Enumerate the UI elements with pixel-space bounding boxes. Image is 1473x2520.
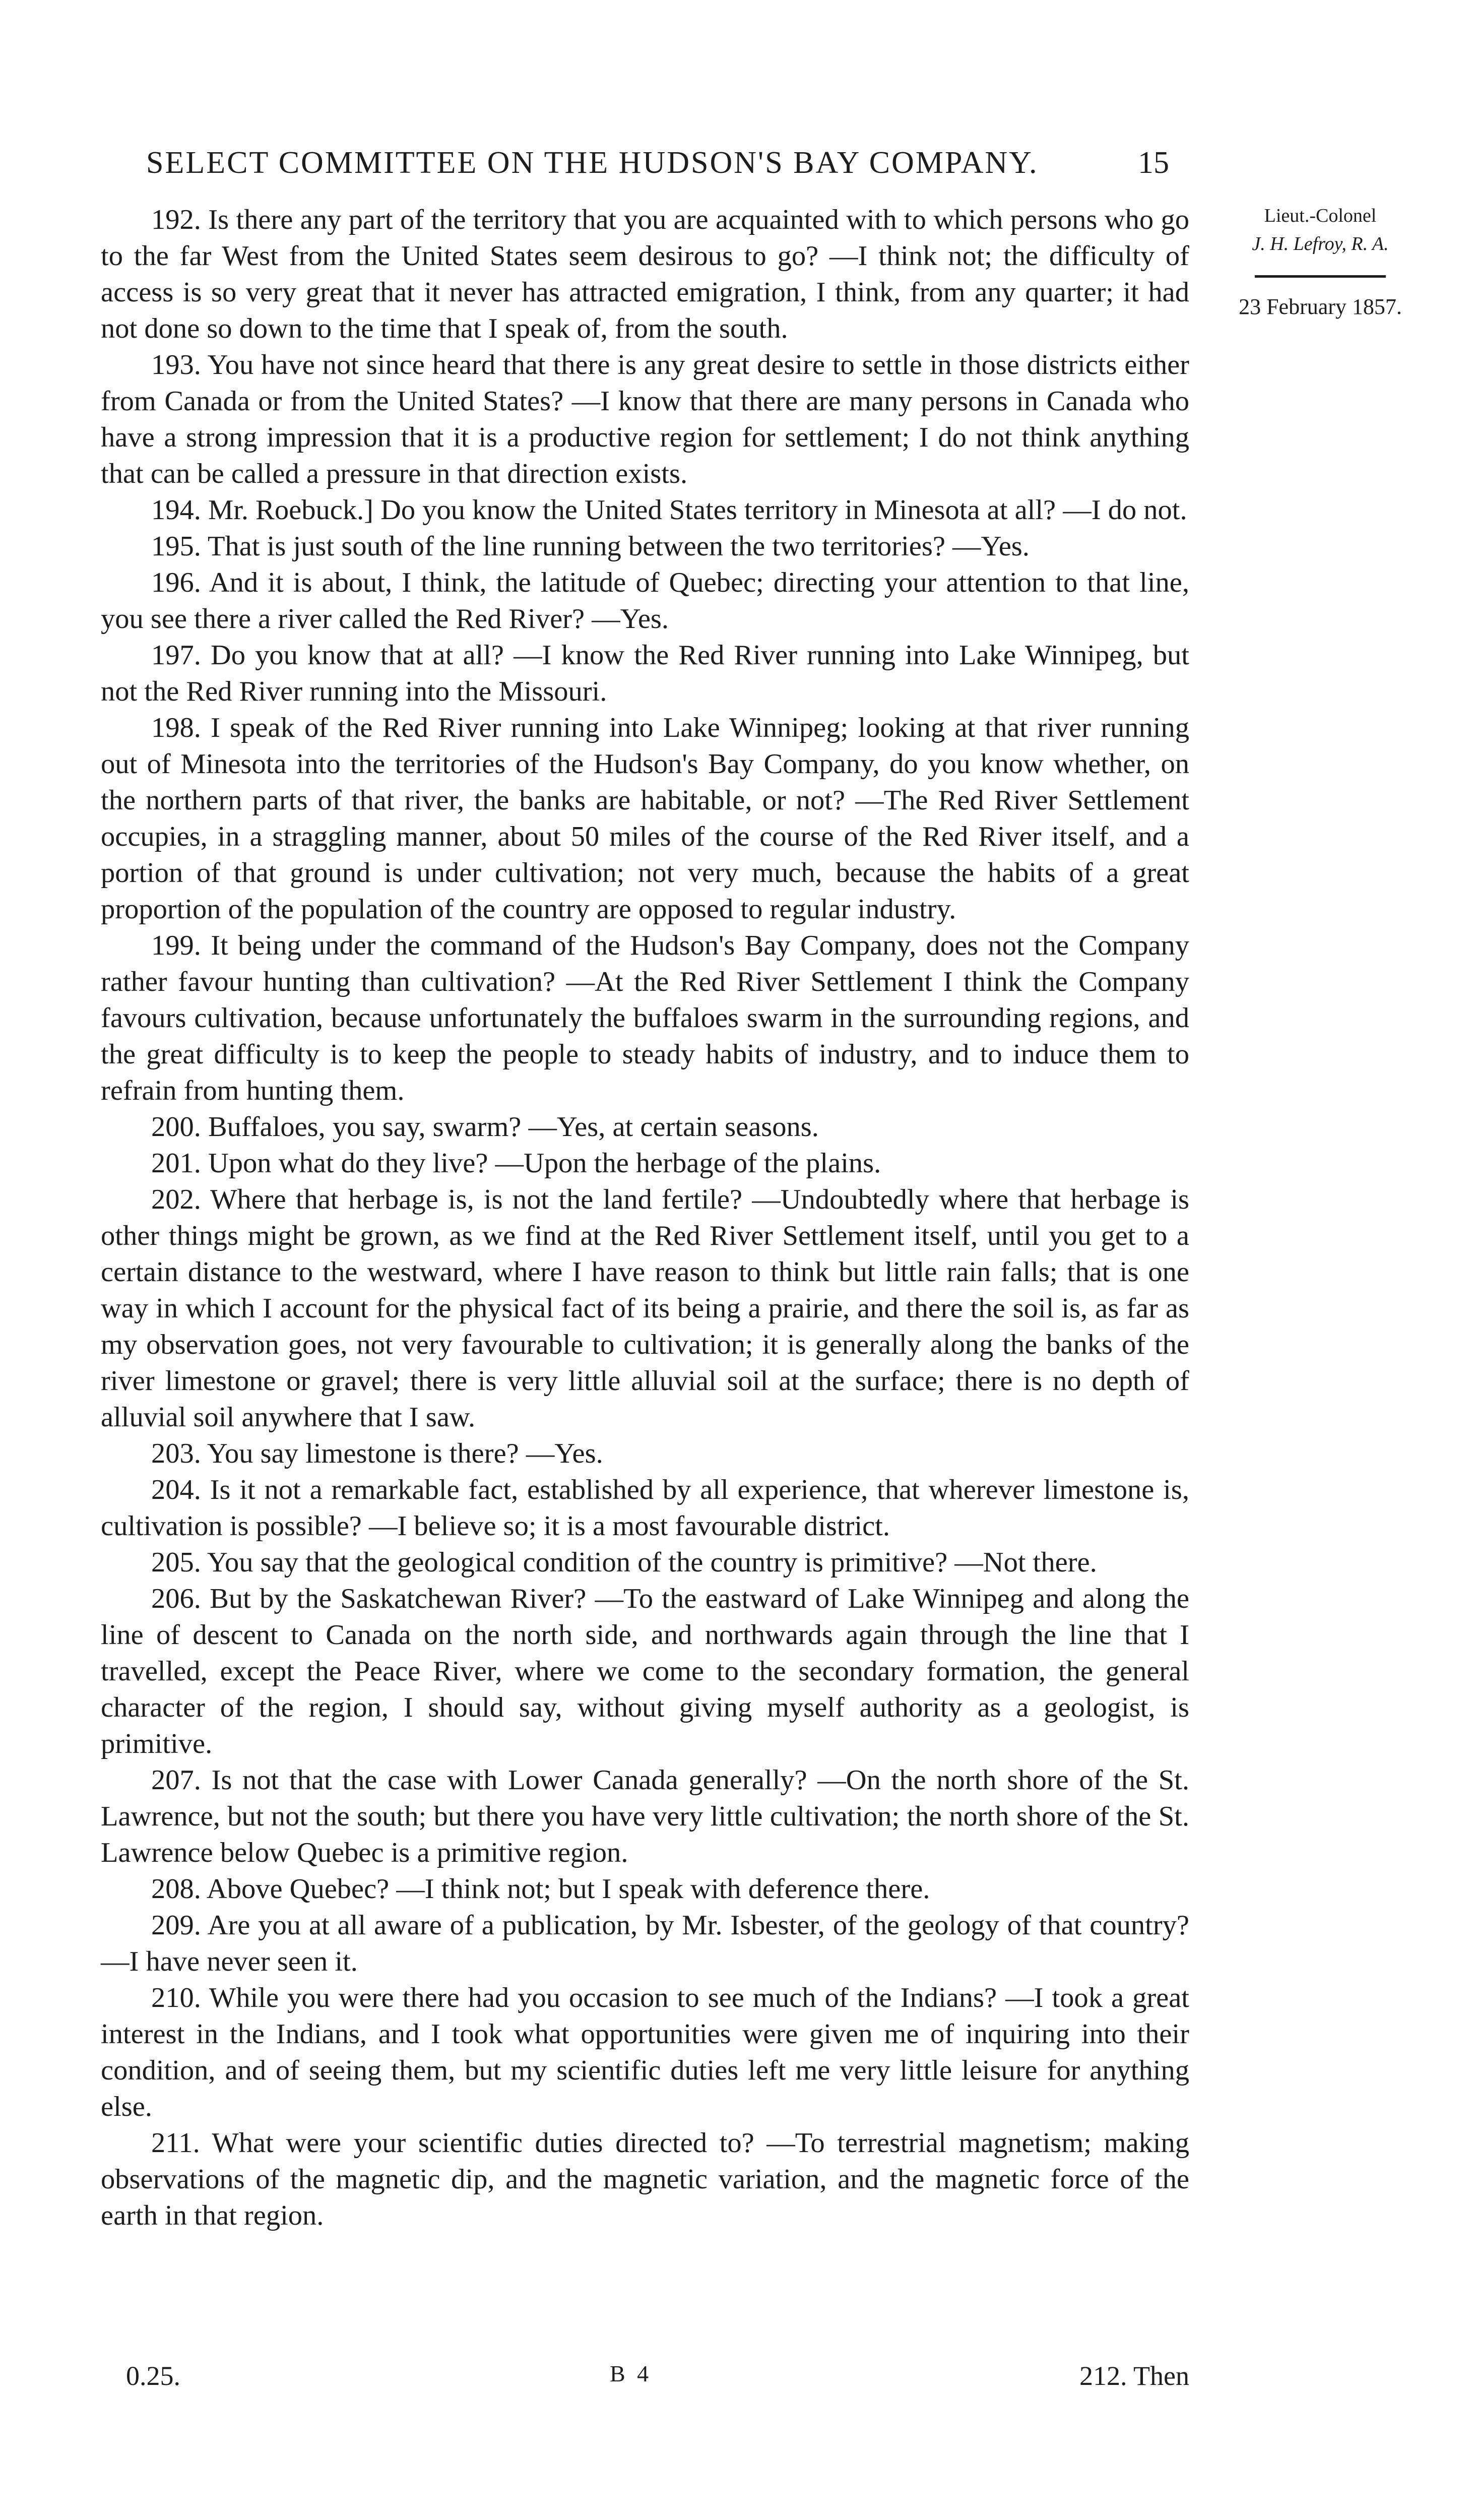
witness-name: J. H. Lefroy, R. A. xyxy=(1252,233,1389,255)
paragraph-text: You have not since heard that there is any great desire to settle in those districts either from Canada or from the United States? —I know that there are many persons in Canada who have a strong impression that it is a productive region for settlement; I do not think anything that can be called a pressure in that direction exists. xyxy=(101,349,1189,489)
paragraph xyxy=(101,1762,1189,1871)
paragraph xyxy=(101,1435,1189,1472)
running-head xyxy=(146,145,1169,181)
question-number: 203. xyxy=(151,1438,201,1469)
paragraph xyxy=(101,347,1189,492)
paragraph-text: It being under the command of the Hudson's Bay Company, does not the Company rather favour hunting than cultivation? —At the Red River Settlement I think the Company favours cultivation, because unfortunately the buffaloes swarm in the surrounding regions, and the great difficulty is to keep the people to steady habits of industry, and to induce them to refrain from hunting them. xyxy=(101,930,1190,1106)
paragraph xyxy=(101,2125,1189,2234)
paragraph xyxy=(101,202,1189,347)
footer-sheet-ref: 0.25. xyxy=(126,2361,180,2391)
question-number: 208. xyxy=(151,1873,201,1905)
question-number: 194. xyxy=(151,494,201,526)
paragraph xyxy=(101,1145,1189,1181)
paragraph xyxy=(101,1472,1189,1544)
paragraph-text: You say that the geological condition of the country is primitive? —Not there. xyxy=(207,1547,1097,1578)
body-text xyxy=(101,202,1189,2234)
paragraph xyxy=(101,528,1189,564)
question-number: 200. xyxy=(151,1111,201,1143)
paragraph-text: Is not that the case with Lower Canada generally? —On the north shore of the St. Lawrence, but not the south; but there you have very little cultivation; the north shore of the St. Lawrence below Quebec is a primitive region. xyxy=(101,1765,1189,1868)
paragraph-text: Is it not a remarkable fact, established by all experience, that wherever limestone is, cultivation is possible? —I believe so; it is a most favourable district. xyxy=(101,1474,1189,1542)
page-footer xyxy=(101,2360,1189,2401)
paragraph xyxy=(101,1181,1189,1435)
question-number: 209. xyxy=(151,1910,201,1941)
paragraph-text: I speak of the Red River running into Lake Winnipeg; looking at that river running out of Minesota into the territories of the Hudson's Bay Company, do you know whether, on the northern parts of that river, the banks are habitable, or not? —The Red River Settlement occupies, in a straggling manner, about 50 miles of the course of the Red River itself, and a portion of that ground is under cultivation; not very much, because the habits of a great proportion of the population of the country are opposed to regular industry. xyxy=(101,712,1189,925)
question-number: 196. xyxy=(151,567,201,598)
paragraph-text: That is just south of the line running between the two territories? —Yes. xyxy=(207,531,1030,562)
paragraph xyxy=(101,1544,1189,1581)
question-number: 206. xyxy=(151,1583,201,1614)
question-number: 207. xyxy=(151,1765,201,1796)
margin-rule xyxy=(1255,275,1386,278)
paragraph xyxy=(101,1581,1189,1762)
question-number: 197. xyxy=(151,640,201,671)
question-number: 211. xyxy=(151,2127,200,2159)
paragraph-text: And it is about, I think, the latitude of Quebec; directing your attention to that line, you see there a river called the Red River? —Yes. xyxy=(101,567,1189,635)
paragraph-text: Mr. Roebuck.] Do you know the United States territory in Minesota at all? —I do not. xyxy=(208,494,1187,526)
paragraph xyxy=(101,1980,1189,2125)
question-number: 202. xyxy=(151,1184,201,1215)
paragraph xyxy=(101,564,1189,637)
paragraph xyxy=(101,1871,1189,1907)
catchword: 212. Then xyxy=(1079,2361,1189,2391)
paragraph xyxy=(101,710,1189,927)
paragraph xyxy=(101,492,1189,528)
question-number: 201. xyxy=(151,1148,201,1179)
paragraph xyxy=(101,637,1189,710)
paragraph-text: You say limestone is there? —Yes. xyxy=(207,1438,603,1469)
paragraph-text: Above Quebec? —I think not; but I speak with deference there. xyxy=(206,1873,930,1905)
header-title: SELECT COMMITTEE ON THE HUDSON'S BAY COMPANY. xyxy=(146,146,1039,180)
question-number: 210. xyxy=(151,1982,201,2013)
witness-date: 23 February 1857. xyxy=(1239,294,1402,319)
paragraph-text: What were your scientific duties directed to? —To terrestrial magnetism; making observations of the magnetic dip, and the magnetic variation, and the magnetic force of the earth in that region. xyxy=(101,2127,1189,2231)
margin-note xyxy=(1209,202,1431,321)
paragraph-text: Upon what do they live? —Upon the herbage of the plains. xyxy=(208,1148,881,1179)
printer-signature: B 4 xyxy=(610,2361,652,2386)
paragraph xyxy=(101,927,1189,1109)
paragraph-text: Where that herbage is, is not the land fertile? —Undoubtedly where that herbage is other things might be grown, as we find at the Red River Settlement itself, until you get to a certain distance to the westward, where I have reason to think but little rain falls; that is one way in which I account for the physical fact of its being a prairie, and there the soil is, as far as my observation goes, not very favourable to cultivation; it is generally along the banks of the river limestone or gravel; there is very little alluvial soil at the surface; there is no depth of alluvial soil anywhere that I saw. xyxy=(101,1184,1190,1433)
paragraph xyxy=(101,1109,1189,1145)
paragraph-text: Buffaloes, you say, swarm? —Yes, at certain seasons. xyxy=(208,1111,819,1143)
page-number: 15 xyxy=(1138,146,1169,180)
question-number: 195. xyxy=(151,531,201,562)
witness-rank: Lieut.-Colonel xyxy=(1264,205,1377,226)
paragraph xyxy=(101,1907,1189,1980)
question-number: 205. xyxy=(151,1547,201,1578)
paragraph-text: Is there any part of the territory that you are acquainted with to which persons who go to the far West from the United States seem desirous to go? —I think not; the difficulty of access is so very great that it never has attracted emigration, I think, from any quarter; it had not done so down to the time that I speak of, from the south. xyxy=(101,204,1190,344)
question-number: 204. xyxy=(151,1474,201,1505)
question-number: 192. xyxy=(151,204,201,235)
paragraph-text: But by the Saskatchewan River? —To the eastward of Lake Winnipeg and along the line of descent to Canada on the north side, and northwards again through the line that I travelled, except the Peace River, where we come to the secondary formation, the general character of the region, I should say, without giving myself authority as a geologist, is primitive. xyxy=(101,1583,1189,1759)
question-number: 193. xyxy=(151,349,201,381)
question-number: 199. xyxy=(151,930,201,961)
paragraph-text: Do you know that at all? —I know the Red River running into Lake Winnipeg, but not the Red River running into the Missouri. xyxy=(101,640,1190,707)
paragraph-text: While you were there had you occasion to see much of the Indians? —I took a great interest in the Indians, and I took what opportunities were given me of inquiring into their condition, and of seeing them, but my scientific duties left me very little leisure for anything else. xyxy=(101,1982,1189,2122)
question-number: 198. xyxy=(151,712,201,743)
paragraph-text: Are you at all aware of a publication, by Mr. Isbester, of the geology of that country? —I have never seen it. xyxy=(101,1910,1189,1977)
